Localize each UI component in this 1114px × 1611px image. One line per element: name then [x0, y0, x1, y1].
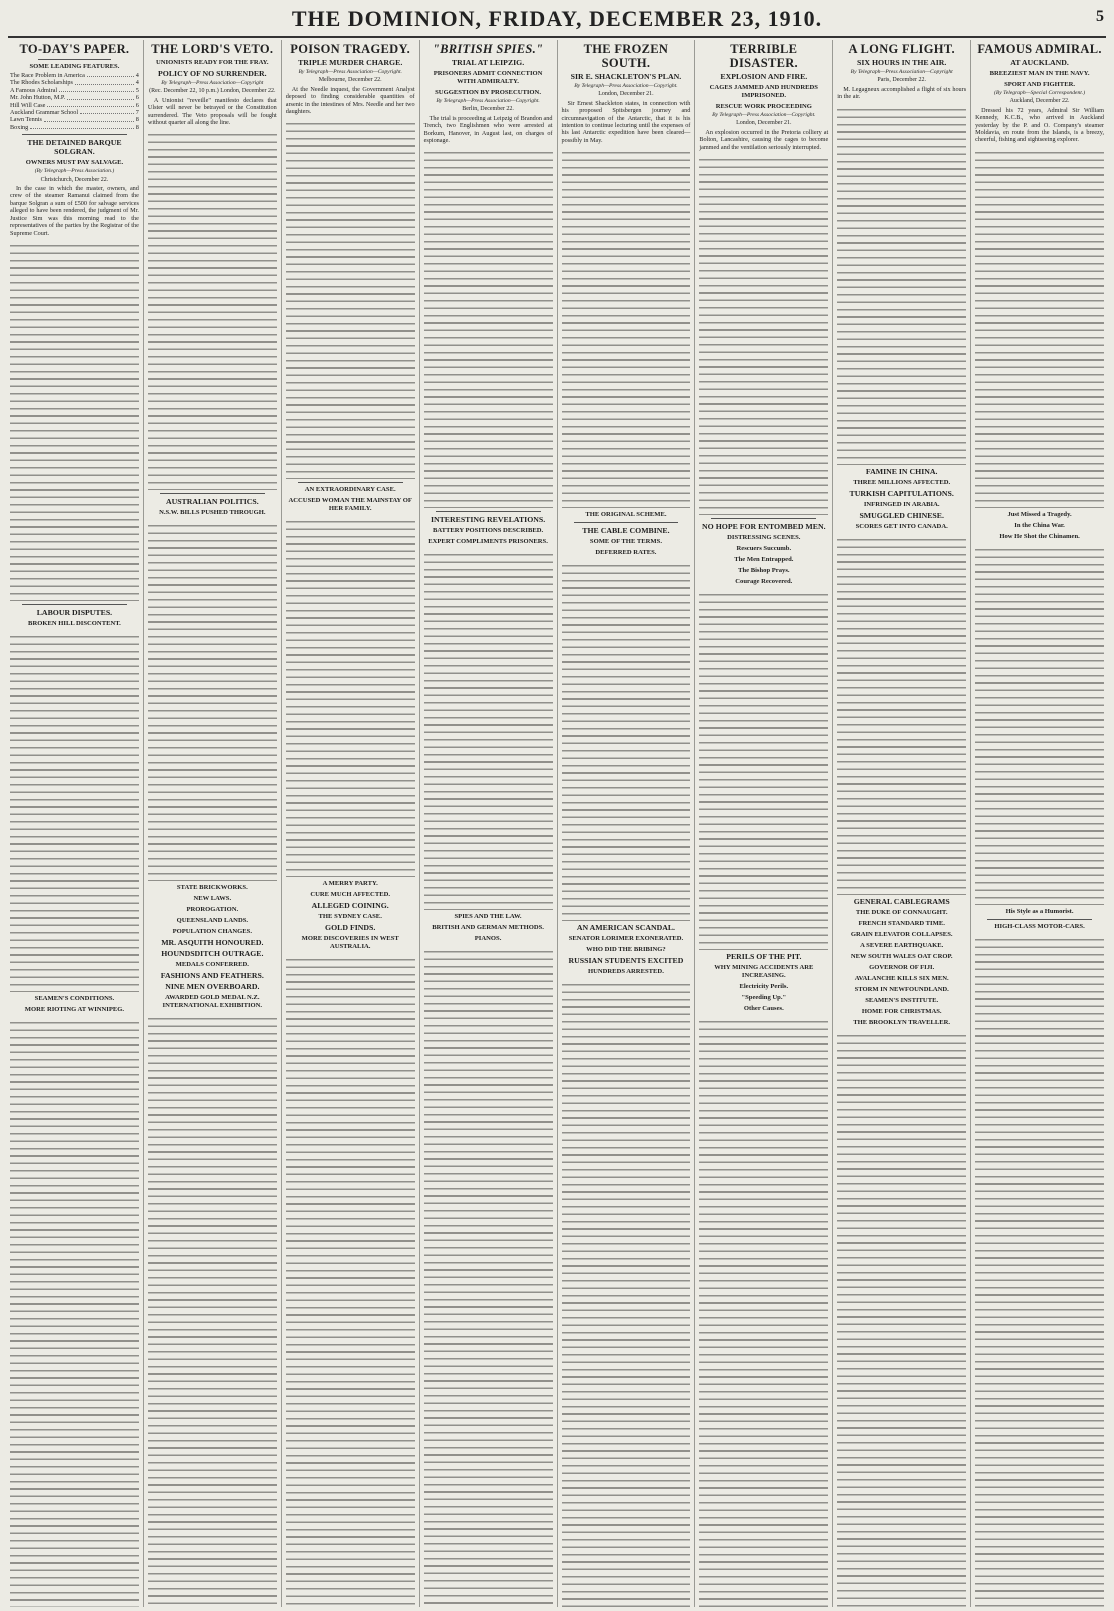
article-heading: FASHIONS AND FEATHERS.	[160, 971, 264, 981]
article-paragraph: In the case in which the master, owners, and crew of the steamer Ramanui claimed from the barque Solgran a sum of £500 for salvage services alleged to have been rendered, the judgment of Mr. Justice Sim was this morning read to the representatives of the parties by the Registrar of the Supreme Court.	[10, 185, 139, 237]
article-subheading: AT AUCKLAND.	[1010, 58, 1069, 67]
divider	[711, 518, 816, 519]
article-subheading: AN EXTRAORDINARY CASE.	[304, 486, 396, 494]
newspaper-title: THE DOMINION, FRIDAY, DECEMBER 23, 1910.	[291, 6, 823, 31]
article-subheading: The Men Entrapped.	[734, 556, 794, 564]
article-subheading: SPORT AND FIGHTER.	[1004, 81, 1076, 88]
article-subheading: BRITISH AND GERMAN METHODS.	[432, 924, 544, 932]
article-body-text	[286, 517, 415, 877]
article-subheading: The Bishop Prays.	[738, 567, 790, 575]
article-subheading: CAGES JAMMED AND HUNDREDS IMPRISONED.	[709, 84, 818, 99]
article-subheading: CURE MUCH AFFECTED.	[310, 891, 391, 899]
index-item: Auckland Grammar School 7	[10, 109, 139, 117]
article-subheading: EXPLOSION AND FIRE.	[720, 72, 808, 81]
article-subheading: SIX HOURS IN THE AIR.	[857, 58, 947, 67]
divider	[22, 134, 127, 135]
byline: By Telegraph—Press Association—Copyright	[161, 80, 264, 86]
article-subheading: BREEZIEST MAN IN THE NAVY.	[989, 70, 1090, 77]
masthead	[8, 6, 1106, 38]
todays-paper-heading: TO-DAY'S PAPER.	[19, 42, 130, 56]
article-subheading: How He Shot the Chinamen.	[999, 532, 1080, 540]
article-heading: HOUNDSDITCH OUTRAGE.	[161, 949, 264, 959]
article-body-text	[424, 148, 553, 508]
article-subheading: FRENCH STANDARD TIME.	[858, 919, 945, 927]
article-subheading: THE ORIGINAL SCHEME.	[585, 511, 667, 519]
dateline: Auckland, December 22.	[1009, 98, 1070, 105]
divider	[22, 604, 127, 605]
article-subheading: OWNERS MUST PAY SALVAGE.	[25, 159, 124, 167]
column-1	[6, 40, 144, 1607]
article-subheading: PIANOS.	[474, 935, 502, 943]
article-subheading: Other Causes.	[743, 1005, 784, 1013]
column-8	[971, 40, 1108, 1607]
index-item: Lawn Tennis 8	[10, 116, 139, 124]
article-subheading: Courage Recovered.	[735, 578, 793, 586]
page-number: 5	[1096, 8, 1104, 25]
article-subheading: TRIPLE MURDER CHARGE.	[298, 58, 403, 67]
article-heading: AUSTRALIAN POLITICS.	[165, 497, 259, 507]
article-subheading: SEAMEN'S CONDITIONS.	[34, 994, 115, 1002]
article-subheading: BATTERY POSITIONS DESCRIBED.	[432, 527, 544, 535]
article-subheading: SENATOR LORIMER EXONERATED.	[568, 935, 684, 943]
article-subheading: POPULATION CHANGES.	[172, 928, 252, 936]
article-subheading: MORE DISCOVERIES IN WEST AUSTRALIA.	[301, 935, 399, 951]
article-heading: AN AMERICAN SCANDAL.	[576, 923, 675, 933]
column-2	[144, 40, 282, 1607]
divider	[298, 482, 403, 483]
byline: By Telegraph—Press Association—Copyright.	[712, 112, 816, 118]
article-body-text	[424, 947, 553, 1607]
index-item: A Famous Admiral 5	[10, 86, 139, 94]
divider	[436, 511, 541, 512]
article-subheading: "Speeding Up."	[741, 994, 787, 1002]
article-body-text	[148, 1014, 277, 1607]
article-body-text	[699, 1017, 828, 1607]
article-heading: TURKISH CAPITULATIONS.	[849, 488, 954, 498]
index-item: Hill Will Case 6	[10, 101, 139, 109]
article-subheading: MORE RIOTING AT WINNIPEG.	[24, 1005, 125, 1013]
article-subheading: EXPERT COMPLIMENTS PRISONERS.	[428, 538, 548, 546]
column-6	[695, 40, 833, 1607]
article-body-text	[837, 105, 966, 465]
article-paragraph: At the Needle inquest, the Government Analyst deposed to finding considerable quantities of arsenic in the intestines of Mrs. Needle and her two daughters.	[285, 85, 415, 116]
article-subheading: DISTRESSING SCENES.	[727, 534, 801, 542]
article-subheading: STORM IN NEWFOUNDLAND.	[854, 985, 949, 993]
byline: By Telegraph—Press Association—Copyright.	[298, 69, 402, 75]
article-body-text	[562, 561, 691, 921]
divider	[987, 919, 1092, 920]
article-subheading: A MERRY PARTY.	[322, 880, 378, 888]
dateline: Christchurch, December 22.	[40, 176, 109, 183]
article-subheading: A SEVERE EARTHQUAKE.	[860, 941, 944, 949]
article-heading: "BRITISH SPIES."	[432, 42, 544, 56]
article-body-text	[837, 535, 966, 895]
article-subheading: TRIAL AT LEIPZIG.	[451, 58, 525, 67]
article-heading: TERRIBLE DISASTER.	[729, 42, 798, 70]
column-4	[420, 40, 558, 1607]
dateline: London, December 21.	[598, 91, 654, 98]
article-body-text	[699, 590, 828, 950]
article-subheading: Electricity Perils.	[739, 983, 789, 991]
article-subheading: GRAIN ELEVATOR COLLAPSES.	[850, 930, 953, 938]
article-subheading: PROROGATION.	[186, 906, 239, 914]
byline: By Telegraph—Press Association—Copyright	[850, 69, 953, 75]
article-subheading: N.S.W. BILLS PUSHED THROUGH.	[159, 509, 266, 517]
article-subheading: RESCUE WORK PROCEEDING	[715, 103, 812, 110]
article-paragraph: The trial is proceeding at Leipzig of Brandon and Trench, two Englishmen who were arrested at Borkum, Hanover, in August last, on charges of espionage.	[423, 114, 553, 145]
article-paragraph: An explosion occurred in the Pretoria colliery at Bolton, Lancashire, causing the cages to become jammed and the ventilation seriously interrupted.	[699, 128, 829, 151]
article-subheading: AVALANCHE KILLS SIX MEN.	[854, 974, 949, 982]
article-subheading: THREE MILLIONS AFFECTED.	[853, 478, 951, 486]
article-subheading: Just Missed a Tragedy.	[1007, 510, 1072, 518]
article-subheading: SPIES AND THE LAW.	[454, 913, 522, 921]
article-subheading: SIR E. SHACKLETON'S PLAN.	[570, 72, 682, 81]
article-subheading: QUEENSLAND LANDS.	[176, 917, 249, 925]
article-subheading: NEW LAWS.	[193, 895, 232, 903]
article-subheading: INFRINGED IN ARABIA.	[863, 500, 940, 508]
dateline: Berlin, December 22.	[462, 106, 514, 113]
article-heading: GOLD FINDS.	[325, 923, 376, 933]
article-body-text	[10, 1018, 139, 1607]
article-subheading: BROKEN HILL DISCONTENT.	[28, 619, 121, 627]
index-item: The Race Problem in America 4	[10, 72, 139, 79]
article-subheading: SEAMEN'S INSTITUTE.	[865, 996, 939, 1004]
article-heading: THE FROZEN SOUTH.	[583, 42, 669, 70]
article-subheading: THE SYDNEY CASE.	[318, 913, 382, 921]
article-subheading: In the China War.	[1014, 521, 1065, 529]
leading-features-heading: SOME LEADING FEATURES.	[29, 63, 120, 70]
article-subheading: STATE BRICKWORKS.	[176, 884, 248, 892]
article-heading: NINE MEN OVERBOARD.	[165, 982, 260, 992]
article-subheading: HUNDREDS ARRESTED.	[588, 968, 664, 976]
column-7	[833, 40, 971, 1607]
article-subheading: SOME OF THE TERMS.	[589, 538, 662, 546]
article-heading: NO HOPE FOR ENTOMBED MEN.	[702, 522, 826, 532]
dateline: Paris, December 22.	[877, 77, 927, 84]
article-paragraph: Sir Ernest Shackleton states, in connection with his proposed Spitsbergen journey and circumnavigation of the Antarctic, that it is his intention to continue lecturing until the expenses of his last Antarctic expedition have been cleared—possibly in May.	[561, 99, 691, 144]
article-subheading: THE BROOKLYN TRAVELLER.	[853, 1018, 951, 1026]
article-subheading: DEFERRED RATES.	[595, 549, 657, 557]
columns	[6, 40, 1108, 1607]
byline: By Telegraph—Press Association—Copyright.	[436, 98, 540, 104]
dateline: (Rec. December 22, 10 p.m.) London, December 22.	[149, 88, 276, 95]
index-item: Mr. John Hutton, M.P. 6	[10, 94, 139, 102]
byline: (By Telegraph—Special Correspondent.)	[994, 90, 1086, 96]
article-subheading: HOME FOR CHRISTMAS.	[861, 1007, 942, 1015]
article-paragraph: Dressed his 72 years, Admiral Sir William Kennedy, K.C.B., who arrived in Auckland yesterday by the P. and O. Company's steamer Moldavia, en route from the Islands, is a breezy, cheerful, fishing and sightseeing explorer.	[975, 106, 1104, 144]
article-heading: MR. ASQUITH HONOURED.	[161, 938, 264, 948]
article-heading: GENERAL CABLEGRAMS	[853, 896, 950, 906]
article-heading: INTERESTING REVELATIONS.	[430, 515, 546, 525]
article-body-text	[699, 155, 828, 515]
divider	[160, 493, 265, 494]
index-item: The Rhodes Scholarships 4	[10, 79, 139, 87]
index-item: Boxing 8	[10, 123, 139, 131]
article-body-text	[10, 632, 139, 992]
column-5	[558, 40, 696, 1607]
article-paragraph: A Unionist "reveille" manifesto declares that Ulster will never be betrayed or the Constitution surrendered. The Veto proposals will be fought without quarter all along the line.	[147, 96, 277, 127]
article-subheading: AWARDED GOLD MEDAL N.Z. INTERNATIONAL EXHIBITION.	[162, 994, 263, 1010]
article-heading: ALLEGED COINING.	[311, 901, 389, 911]
article-subheading: SCORES GET INTO CANADA.	[855, 522, 948, 530]
article-heading: LABOUR DISPUTES.	[36, 607, 113, 617]
article-body-text	[10, 241, 139, 601]
article-heading: A LONG FLIGHT.	[848, 42, 955, 56]
article-subheading: WHO DID THE BRIBING?	[586, 946, 666, 954]
article-body-text	[424, 550, 553, 910]
article-heading: THE DETAINED BARQUE SOLGRAN.	[27, 138, 122, 157]
article-subheading: NEW SOUTH WALES OAT CROP.	[850, 952, 953, 960]
dateline: Melbourne, December 22.	[318, 77, 382, 84]
article-heading: PERILS OF THE PIT.	[726, 952, 802, 962]
article-heading: FAMOUS ADMIRAL.	[977, 42, 1102, 56]
article-body-text	[562, 148, 691, 508]
article-body-text	[975, 545, 1104, 905]
divider	[38, 59, 111, 60]
article-subheading: UNIONISTS READY FOR THE FRAY.	[156, 59, 269, 66]
article-heading: RUSSIAN STUDENTS EXCITED	[568, 956, 684, 966]
article-body-text	[837, 1031, 966, 1607]
byline: By Telegraph—Press Association—Copyright.	[574, 83, 678, 89]
article-heading: FAMINE IN CHINA.	[865, 466, 938, 476]
article-heading: POISON TRAGEDY.	[290, 42, 411, 56]
index-list	[10, 72, 139, 131]
article-subheading: PRISONERS ADMIT CONNECTION WITH ADMIRALTY.	[433, 70, 543, 85]
advertisement-heading: HIGH-CLASS MOTOR-CARS.	[994, 922, 1085, 930]
article-heading: SMUGGLED CHINESE.	[859, 510, 944, 520]
article-subheading: ACCUSED WOMAN THE MAINSTAY OF HER FAMILY.	[288, 497, 412, 513]
article-body-text	[562, 980, 691, 1607]
article-subheading: POLICY OF NO SURRENDER.	[158, 69, 267, 78]
article-subheading: WHY MINING ACCIDENTS ARE INCREASING.	[714, 964, 814, 980]
article-subheading: SUGGESTION BY PROSECUTION.	[435, 89, 541, 96]
article-subheading: THE DUKE OF CONNAUGHT.	[855, 908, 948, 916]
article-body-text	[286, 119, 415, 479]
article-body-text	[148, 130, 277, 490]
article-subheading: His Style as a Humorist.	[1005, 907, 1074, 915]
article-heading: THE LORD'S VETO.	[151, 42, 274, 56]
article-body-text	[975, 148, 1104, 508]
article-heading: THE CABLE COMBINE.	[582, 526, 670, 536]
article-body-text	[148, 521, 277, 881]
byline: (By Telegraph—Press Association.)	[34, 168, 115, 175]
article-subheading: GOVERNOR OF FIJI.	[869, 963, 935, 971]
article-body-text	[286, 955, 415, 1607]
article-subheading: Rescuers Succumb.	[736, 545, 792, 553]
article-subheading: MEDALS CONFERRED.	[175, 961, 249, 969]
dateline: London, December 21.	[736, 120, 792, 127]
article-body-text	[975, 935, 1104, 1607]
column-3	[282, 40, 420, 1607]
article-paragraph: M. Legagneux accomplished a flight of six hours in the air.	[837, 85, 967, 101]
divider	[574, 522, 679, 523]
